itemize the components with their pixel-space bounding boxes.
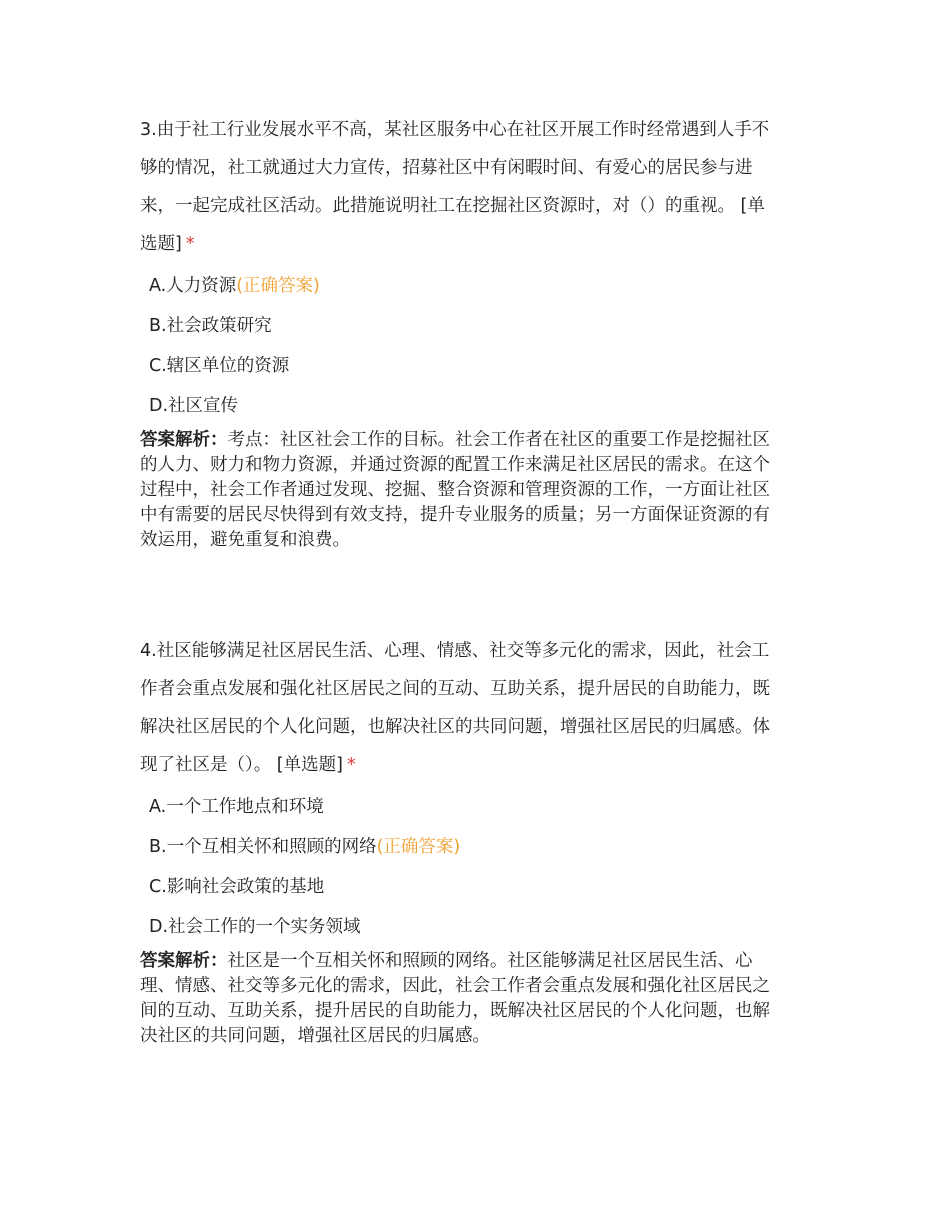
question-3: [140, 116, 820, 553]
option-a[interactable]: [140, 274, 820, 314]
analysis-text: 社区是一个互相关怀和照顾的网络。社区能够满足社区居民生活、心: [227, 951, 753, 971]
analysis-line: 理、情感、社交等多元化的需求，因此，社会工作者会重点发展和强化社区居民之: [140, 976, 770, 996]
question-text-last: [140, 230, 820, 274]
analysis-line: 的人力、财力和物力资源，并通过资源的配置工作来满足社区居民的需求。在这个: [140, 455, 770, 475]
analysis-line: 中有需要的居民尽快得到有效支持，提升专业服务的质量；另一方面保证资源的有: [140, 505, 770, 525]
correct-answer-tag: (正确答案): [376, 837, 461, 857]
analysis-line: 间的互动、互助关系，提升居民的自助能力，既解决社区居民的个人化问题，也解: [140, 1001, 770, 1021]
analysis-label: 答案解析：: [140, 951, 228, 971]
question-4: [140, 637, 820, 1049]
analysis-line: 决社区的共同问题，增强社区居民的归属感。: [140, 1026, 490, 1046]
option-c[interactable]: C.辖区单位的资源: [149, 356, 290, 376]
option-b[interactable]: B.社会政策研究: [149, 316, 272, 336]
analysis-line: 效运用，避免重复和浪费。: [140, 530, 350, 550]
required-mark: *: [346, 755, 356, 775]
required-mark: *: [185, 234, 195, 254]
question-type: 选题]: [140, 234, 182, 254]
question-text: 来，一起完成社区活动。此措施说明社工在挖掘社区资源时，对（）的重视。 [单: [140, 196, 765, 216]
question-text: 3.由于社工行业发展水平不高，某社区服务中心在社区开展工作时经常遇到人手不: [140, 120, 770, 140]
analysis-line: [140, 428, 820, 453]
option-d[interactable]: D.社会工作的一个实务领域: [149, 917, 361, 937]
analysis-line: 过程中，社会工作者通过发现、挖掘、整合资源和管理资源的工作，一方面让社区: [140, 480, 770, 500]
option-b[interactable]: [140, 835, 820, 875]
analysis-line: [140, 949, 820, 974]
question-text: 4.社区能够满足社区居民生活、心理、情感、社交等多元化的需求，因此，社会工: [140, 641, 770, 661]
option-a[interactable]: A.一个工作地点和环境: [149, 797, 324, 817]
correct-answer-tag: (正确答案): [236, 276, 320, 296]
question-text: 作者会重点发展和强化社区居民之间的互动、互助关系，提升居民的自助能力，既: [140, 679, 770, 699]
question-text: 够的情况，社工就通过大力宣传，招募社区中有闲暇时间、有爱心的居民参与进: [140, 158, 753, 178]
option-label: B.一个互相关怀和照顾的网络: [149, 837, 377, 857]
analysis-text: 考点：社区社会工作的目标。社会工作者在社区的重要工作是挖掘社区: [227, 430, 770, 450]
question-text: 解决社区居民的个人化问题，也解决社区的共同问题，增强社区居民的归属感。体: [140, 717, 770, 737]
question-type: 现了社区是（）。 [单选题]: [140, 755, 343, 775]
option-d[interactable]: D.社区宣传: [149, 396, 239, 416]
option-c[interactable]: C.影响社会政策的基地: [149, 877, 325, 897]
question-text-last: [140, 751, 820, 795]
option-label: A.人力资源: [149, 276, 237, 296]
analysis-label: 答案解析：: [140, 430, 228, 450]
